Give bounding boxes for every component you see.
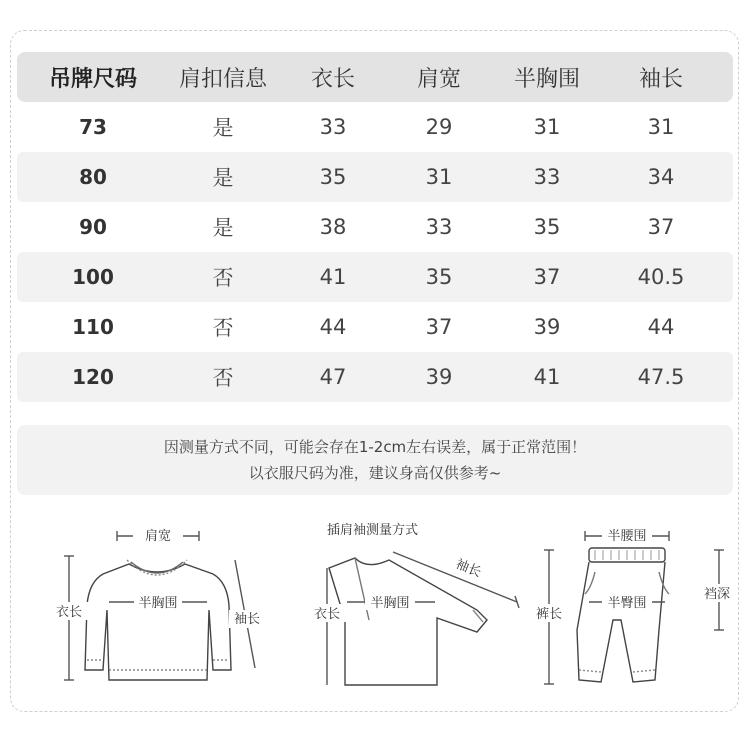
- cell-shoulder-width: 31: [425, 165, 453, 189]
- cell-sleeve: 37: [647, 215, 675, 239]
- raglan-title: 插肩袖测量方式: [327, 523, 419, 538]
- cell-half-chest: 41: [533, 365, 561, 389]
- label-half-chest: 半胸围: [138, 596, 178, 611]
- cell-length: 35: [319, 165, 347, 189]
- label-shoulder-width: 肩宽: [144, 529, 172, 544]
- cell-sleeve: 31: [647, 115, 675, 139]
- cell-half-chest: 31: [533, 115, 561, 139]
- raglan-label-length: 衣长: [313, 607, 341, 622]
- header-size: 吊牌尺码: [48, 66, 137, 92]
- cell-sleeve: 44: [647, 315, 675, 339]
- cell-shoulder-button: 否: [212, 366, 234, 390]
- table-header: [17, 52, 733, 102]
- label-rise: 裆深: [703, 587, 731, 602]
- measurement-note: [17, 425, 733, 495]
- header-length: 衣长: [310, 66, 355, 92]
- raglan-diagram: [327, 552, 519, 685]
- cell-shoulder-button: 是: [212, 116, 234, 140]
- cell-size: 90: [79, 215, 107, 239]
- raglan-label-sleeve: 袖长: [453, 556, 484, 581]
- cell-shoulder-button: 是: [212, 216, 234, 240]
- cell-shoulder-width: 33: [425, 215, 453, 239]
- label-length: 衣长: [55, 605, 83, 620]
- cell-shoulder-width: 35: [425, 265, 453, 289]
- header-sleeve: 袖长: [638, 66, 683, 92]
- cell-shoulder-button: 是: [212, 166, 234, 190]
- table-row: [17, 102, 733, 152]
- cell-length: 33: [319, 115, 347, 139]
- cell-half-chest: 37: [533, 265, 561, 289]
- table-row: [17, 252, 733, 302]
- header-half-chest: 半胸围: [513, 66, 580, 92]
- cell-length: 44: [319, 315, 347, 339]
- label-pants-length: 裤长: [535, 607, 563, 622]
- cell-sleeve: 40.5: [637, 265, 685, 289]
- header-shoulder-button: 肩扣信息: [178, 66, 267, 92]
- cell-shoulder-width: 37: [425, 315, 453, 339]
- table-row: [17, 302, 733, 352]
- cell-half-chest: 39: [533, 315, 561, 339]
- cell-half-chest: 35: [533, 215, 561, 239]
- cell-length: 47: [319, 365, 347, 389]
- cell-shoulder-button: 否: [212, 316, 234, 340]
- cell-size: 73: [79, 115, 107, 139]
- cell-size: 100: [72, 265, 114, 289]
- label-sleeve: 袖长: [233, 612, 261, 627]
- note-line-2: 以衣服尺码为准，建议身高仅供参考~: [248, 464, 502, 482]
- cell-sleeve: 34: [647, 165, 675, 189]
- cell-size: 80: [79, 165, 107, 189]
- table-row: [17, 152, 733, 202]
- measurement-diagrams: [17, 510, 733, 705]
- cell-half-chest: 33: [533, 165, 561, 189]
- cell-shoulder-width: 39: [425, 365, 453, 389]
- cell-length: 41: [319, 265, 347, 289]
- cell-shoulder-button: 否: [212, 266, 234, 290]
- size-table: [17, 52, 733, 402]
- cell-size: 110: [72, 315, 114, 339]
- header-shoulder-width: 肩宽: [416, 66, 461, 92]
- cell-length: 38: [319, 215, 347, 239]
- label-half-waist: 半腰围: [607, 529, 647, 544]
- cell-size: 120: [72, 365, 114, 389]
- cell-sleeve: 47.5: [637, 365, 685, 389]
- diagrams-svg: [17, 510, 733, 705]
- cell-shoulder-width: 29: [425, 115, 453, 139]
- label-half-hip: 半臀围: [607, 596, 647, 611]
- raglan-label-half-chest: 半胸围: [370, 596, 410, 611]
- table-row: [17, 352, 733, 402]
- table-row: [17, 202, 733, 252]
- note-line-1: 因测量方式不同，可能会存在1-2cm左右误差，属于正常范围！: [163, 438, 587, 456]
